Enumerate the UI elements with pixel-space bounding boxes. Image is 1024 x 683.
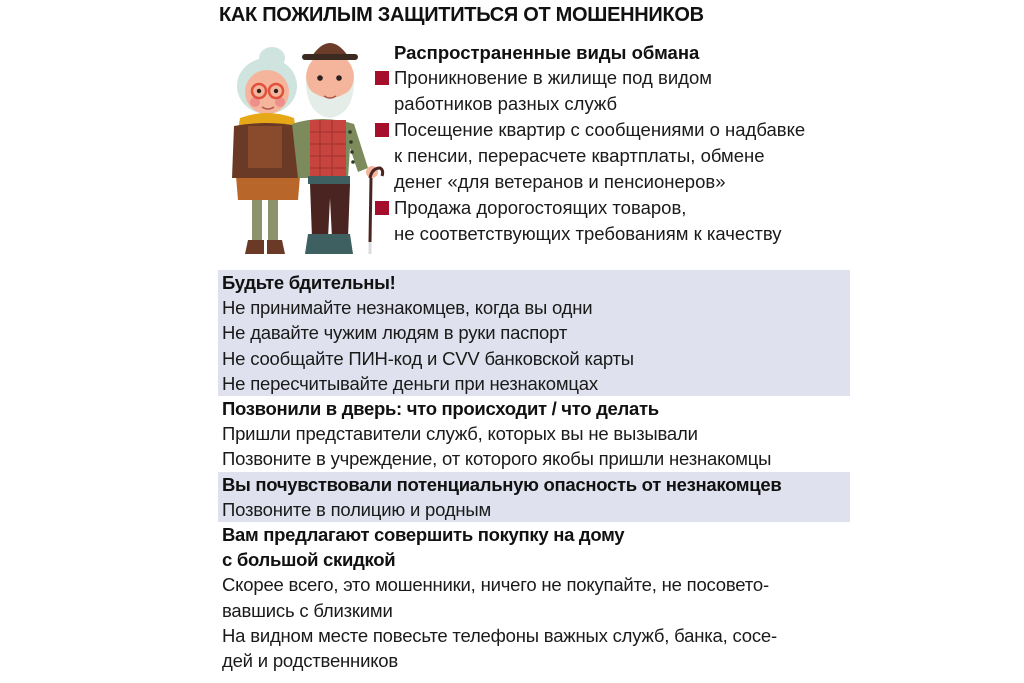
purchase-heading: Вам предлагают совершить покупку на дому [222,524,625,546]
scam-types-heading: Распространенные виды обмана [394,42,700,63]
purchase-panel [218,522,850,673]
red-square-bullet-icon [375,201,389,215]
tip-text: Позвоните в учреждение, от которого якобы пришли незнакомцы [222,448,772,470]
tip-text: Не сообщайте ПИН-код и CVV банковской карты [222,347,634,369]
doorbell-panel [218,396,850,472]
vigilance-heading: Будьте бдительны! [222,272,396,293]
scam-text: к пенсии, перерасчете квартплаты, обмене [394,145,765,166]
tip-text: Не принимайте незнакомцев, когда вы одни [222,297,593,319]
red-square-bullet-icon [375,71,389,85]
page-title: КАК ПОЖИЛЫМ ЗАЩИТИТЬСЯ ОТ МОШЕННИКОВ [219,4,704,26]
vigilance-panel [218,270,850,396]
tip-text: вавшись с близкими [222,599,393,621]
purchase-heading: с большой скидкой [222,549,396,571]
scam-item [374,65,854,117]
scam-text: Посещение квартир с сообщениями о надбавке [394,119,806,140]
danger-heading: Вы почувствовали потенциальную опасность от незнакомцев [222,473,782,495]
scam-text: денег «для ветеранов и пенсионеров» [394,171,726,192]
scam-text: работников разных служб [394,93,618,114]
tips-section [218,270,850,673]
red-square-bullet-icon [375,123,389,137]
scam-types-section [374,40,854,247]
scam-item [374,195,854,247]
danger-panel [218,472,850,522]
tip-text: На видном месте повесьте телефоны важных служб, банка, сосе- [222,624,777,646]
scam-text: не соответствующих требованиям к качеству [394,223,782,244]
elderly-couple-illustration [212,28,392,264]
scam-item [374,117,854,195]
tip-text: дей и родственников [222,650,399,672]
scam-text: Продажа дорогостоящих товаров, [394,197,687,218]
tip-text: Не пересчитывайте деньги при незнакомцах [222,372,598,394]
tip-text: Не давайте чужим людям в руки паспорт [222,322,568,344]
scam-text: Проникновение в жилище под видом [394,67,712,88]
tip-text: Пришли представители служб, которых вы не вызывали [222,423,698,445]
tip-text: Скорее всего, это мошенники, ничего не покупайте, не посовето- [222,574,769,596]
tip-text: Позвоните в полицию и родным [222,498,492,520]
doorbell-heading: Позвонили в дверь: что происходит / что делать [222,398,659,420]
